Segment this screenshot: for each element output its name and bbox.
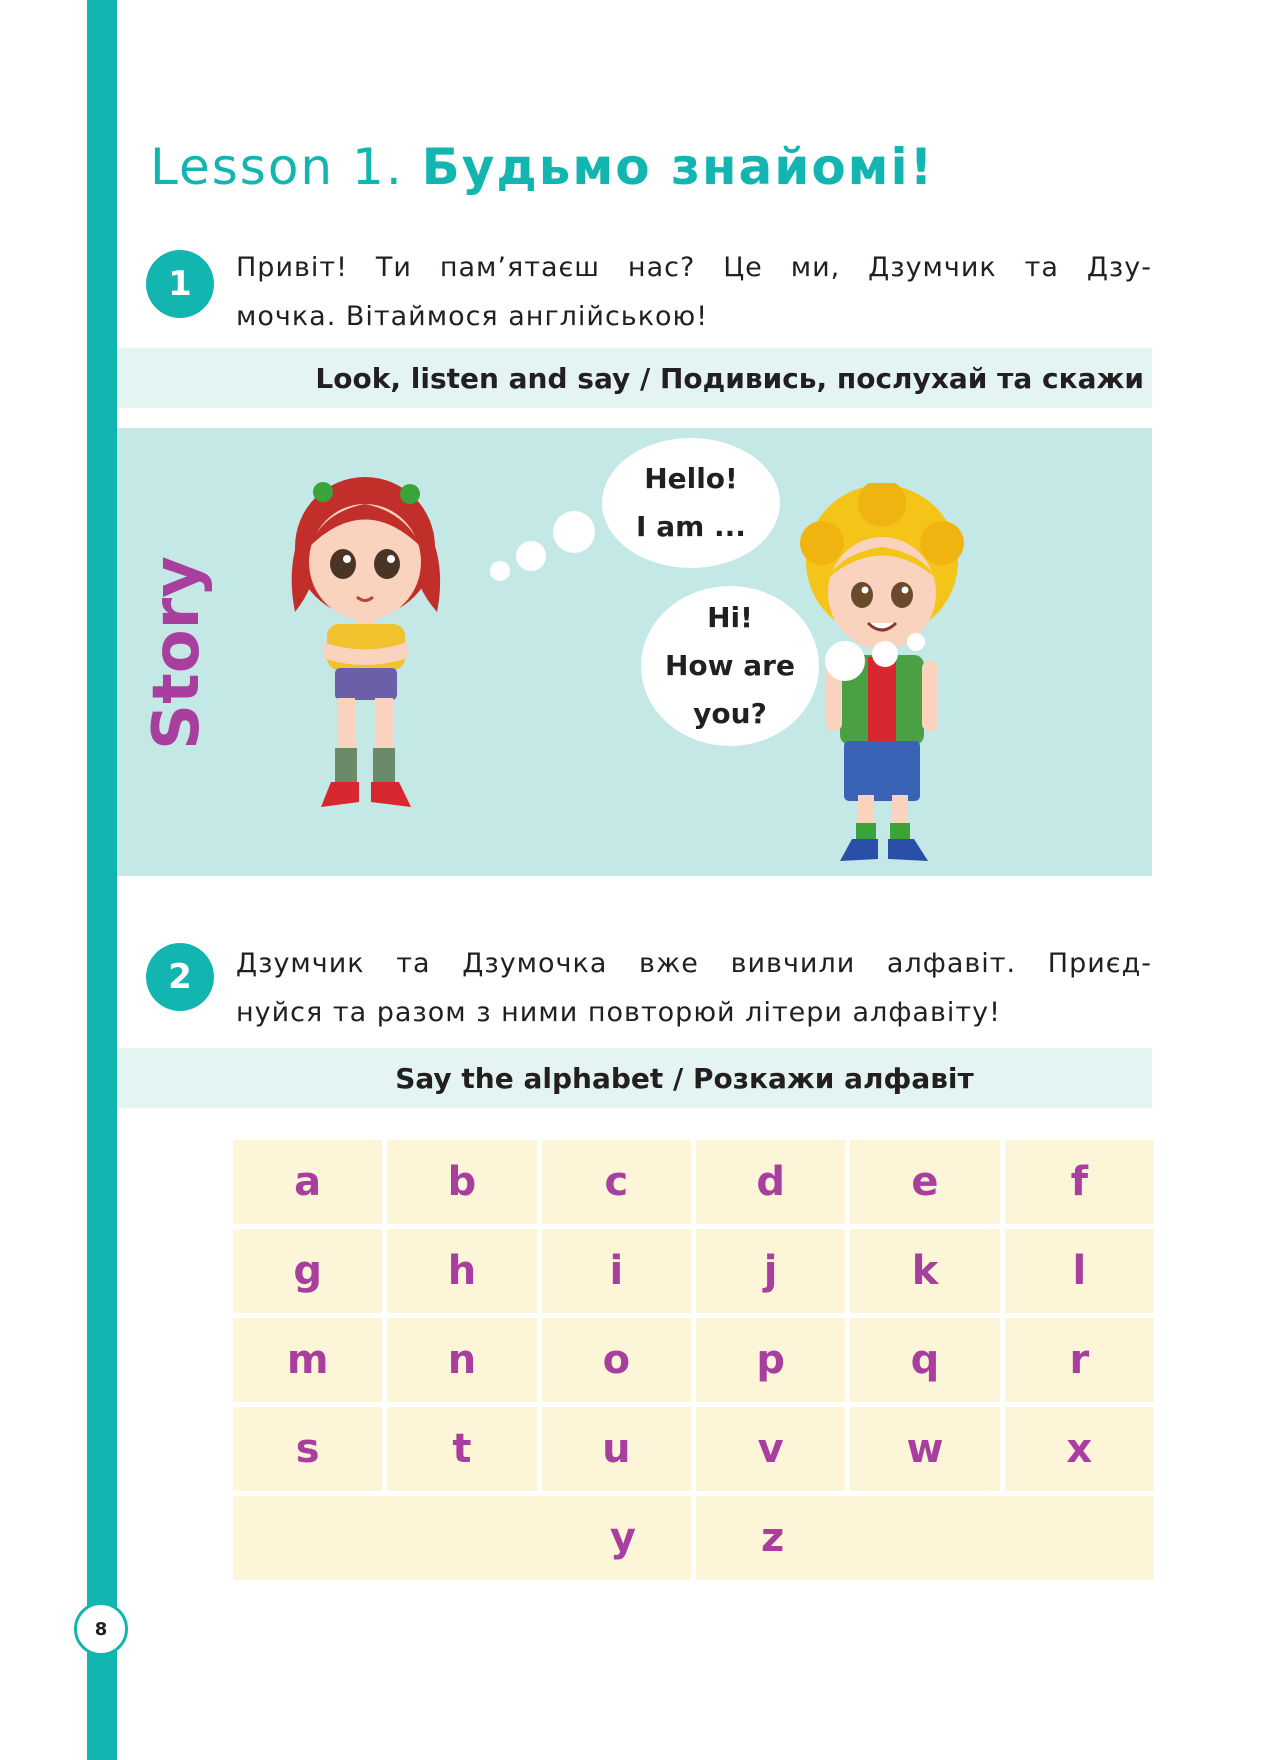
letter-cell: b [387, 1140, 536, 1224]
letter-cell: s [233, 1407, 382, 1491]
task2-line1: Дзумчик та Дзумочка вже вивчили алфавіт. Приєд- [236, 948, 1152, 979]
girl-bubble-line1: Hello! [644, 462, 738, 495]
letter-cell: h [387, 1229, 536, 1313]
girl-bubble-line2: I am ... [636, 510, 746, 543]
letter-cell: t [387, 1407, 536, 1491]
task1-line2: мочка. Вітаймося англійською! [236, 301, 709, 332]
bubble-dot [553, 511, 595, 553]
task-number-2: 2 [146, 943, 214, 1011]
letter-cell: d [696, 1140, 845, 1224]
boy-speech-bubble [641, 586, 819, 746]
letter-cell: z [696, 1496, 1154, 1580]
boy-bubble-line2: How are [665, 649, 795, 682]
lesson-topic: Будьмо знайомі! [421, 138, 935, 196]
bubble-dot [490, 561, 510, 581]
girl-character [265, 452, 465, 837]
page-number: 8 [74, 1602, 128, 1656]
task2-line2: нуйся та разом з ними повторюй літери алфавіту! [236, 997, 1001, 1028]
letter-cell: e [850, 1140, 999, 1224]
letter-cell: l [1005, 1229, 1154, 1313]
letter-cell: i [542, 1229, 691, 1313]
task2-instruction-text: Say the alphabet / Розкажи алфавіт [395, 1061, 974, 1095]
page-title [150, 138, 935, 196]
story-label: Story [140, 556, 214, 750]
bubble-dot [872, 641, 898, 667]
bubble-dot [825, 641, 865, 681]
boy-bubble-line3: you? [693, 697, 767, 730]
letter-cell: x [1005, 1407, 1154, 1491]
alphabet-grid [233, 1140, 1154, 1580]
letter-cell: r [1005, 1318, 1154, 1402]
letter-cell: a [233, 1140, 382, 1224]
letter-cell: v [696, 1407, 845, 1491]
letter-cell: p [696, 1318, 845, 1402]
lesson-label: Lesson 1. [150, 138, 404, 196]
bubble-dot [907, 633, 925, 651]
side-bar [87, 0, 117, 1760]
letter-cell: j [696, 1229, 845, 1313]
task1-line1: Привіт! Ти пам’ятаєш нас? Це ми, Дзумчик та Дзу- [236, 252, 1152, 283]
letter-cell: w [850, 1407, 999, 1491]
letter-cell: c [542, 1140, 691, 1224]
task1-instruction [117, 348, 1152, 408]
boy-bubble-line1: Hi! [707, 601, 753, 634]
letter-cell: f [1005, 1140, 1154, 1224]
task1-instruction-text: Look, listen and say / Подивись, послухай та скажи [315, 361, 1144, 395]
story-panel [117, 428, 1152, 876]
letter-cell: g [233, 1229, 382, 1313]
task2-instruction [117, 1048, 1152, 1108]
letter-cell: m [233, 1318, 382, 1402]
task-number-1: 1 [146, 250, 214, 318]
letter-cell: n [387, 1318, 536, 1402]
letter-cell: o [542, 1318, 691, 1402]
letter-cell: y [233, 1496, 691, 1580]
letter-cell: q [850, 1318, 999, 1402]
letter-cell: k [850, 1229, 999, 1313]
bubble-dot [516, 541, 546, 571]
letter-cell: u [542, 1407, 691, 1491]
girl-speech-bubble [602, 438, 780, 568]
